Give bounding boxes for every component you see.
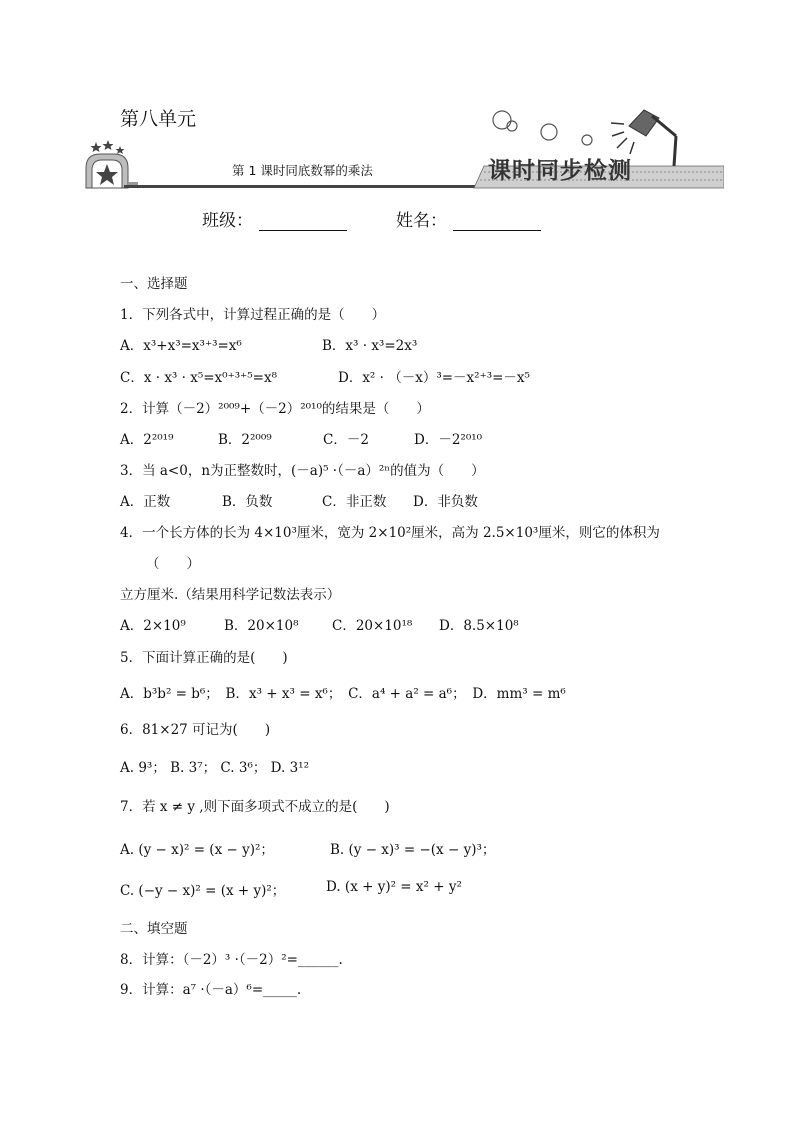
q7-option-d: D. (x + y)² = x² + y² [326,879,462,895]
q3-option-b: B．负数 [222,494,273,510]
name-label: 姓名： [396,211,447,231]
q4-option-a: A．2×10⁹ [120,618,186,634]
q4-paren: （ ） [146,556,200,572]
q3-option-a: A．正数 [120,494,171,510]
q7-option-a: A. (y − x)² = (x − y)²； [120,842,274,858]
section1-title: 一、选择题 [120,276,188,292]
q4-continuation: 立方厘米.（结果用科学记数法表示） [120,587,341,603]
class-label: 班级： [202,211,253,231]
q4-option-d: D．8.5×10⁸ [439,618,519,634]
q3-option-d: D．非负数 [413,494,478,510]
bubbles-icon [493,111,592,145]
unit-title: 第八单元 [120,108,197,130]
q2-option-d: D．－2²⁰¹⁰ [414,432,483,448]
q1-stem: 1．下列各式中，计算过程正确的是（ ） [120,307,386,323]
section2-title: 二、填空题 [120,921,188,937]
q3-stem: 3．当 a<0，n为正整数时，(－a)⁵ ·（－a）²ⁿ的值为（ ） [120,463,485,479]
q1-option-b: B．x³ · x³=2x³ [322,338,418,354]
name-field[interactable] [396,206,541,231]
q2-option-c: C．－2 [323,432,369,448]
q4-option-b: B．20×10⁸ [224,618,299,634]
q1-option-a: A．x³+x³=x³⁺³=x⁶ [120,338,242,354]
q4-stem: 4．一个长方体的长为 4×10³厘米，宽为 2×10²厘米，高为 2.5×10³厘米，则它的体积为 [120,525,660,541]
class-field[interactable] [202,206,347,231]
lesson-title: 第 1 课时同底数幂的乘法 [232,163,373,178]
q5-stem: 5．下面计算正确的是( ) [120,650,288,666]
star-badge-icon [86,140,138,188]
q1-option-c: C．x · x³ · x⁵=x⁰⁺³⁺⁵=x⁸ [120,370,277,386]
name-blank[interactable] [453,214,541,231]
q6-options: A. 9³； B. 3⁷； C. 3⁶； D. 3¹² [120,760,309,776]
q9-stem: 9．计算：a⁷ ·（－a）⁶=_____. [120,982,302,998]
q7-option-b: B. (y − x)³ = −(x − y)³； [330,842,496,858]
q7-option-c: C. (−y − x)² = (x + y)²； [120,883,286,899]
q8-stem: 8．计算：（－2）³ ·（－2）²=______. [120,952,343,968]
q2-option-a: A．2²⁰¹⁹ [120,432,174,448]
banner-title: 课时同步检测 [488,158,632,184]
q1-option-d: D．x² · （－x）³=－x²⁺³=－x⁵ [338,370,530,386]
q5-options: A．b³b² = b⁶； B．x³ + x³ = x⁶； C．a⁴ + a² = a⁶； D．mm³ = m⁶ [120,686,566,702]
class-blank[interactable] [259,214,347,231]
q6-stem: 6．81×27 可记为( ) [120,722,271,738]
q4-option-c: C．20×10¹⁸ [332,618,413,634]
q2-stem: 2．计算（－2）²⁰⁰⁹+（－2）²⁰¹⁰的结果是（ ） [120,401,430,417]
q7-stem: 7．若 x ≠ y ,则下面多项式不成立的是( ) [120,799,390,815]
q3-option-c: C．非正数 [322,494,387,510]
q2-option-b: B．2²⁰⁰⁹ [218,432,272,448]
